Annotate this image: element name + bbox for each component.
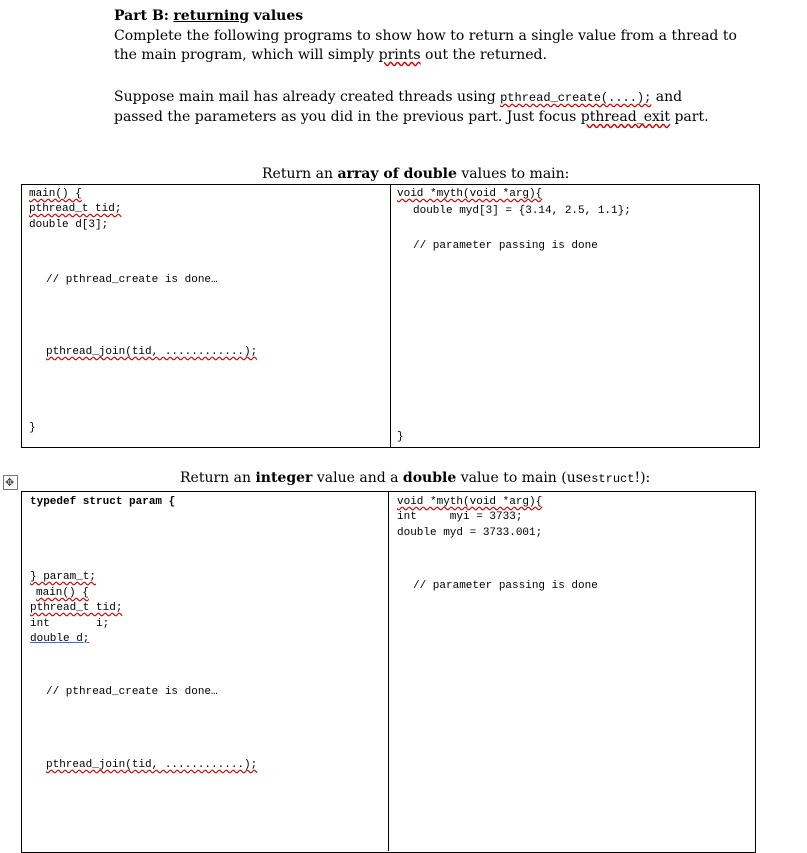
suppose-line-1: Suppose main mail has already created threads using pthread_create(....); and: [114, 89, 683, 105]
s1-left-pthread-t: pthread_t tid;: [29, 203, 122, 215]
section1-divider: [390, 184, 391, 447]
intro-line-2: the main program, which will simply prints out the returned.: [114, 47, 547, 63]
section1-title: Return an array of double values to main:: [262, 166, 570, 182]
s2-left-typedef: typedef struct param {: [30, 496, 176, 508]
s1-right-comment: // parameter passing is done: [413, 240, 598, 252]
suppose-line-2: passed the parameters as you did in the previous part. Just focus pthread_exit part.: [114, 109, 709, 125]
s2-right-int: int myi = 3733;: [397, 511, 523, 523]
move-icon: ✥: [5, 476, 15, 489]
table-move-handle[interactable]: [3, 475, 18, 490]
intro-line-1: Complete the following programs to show how to return a single value from a thread to: [114, 28, 737, 44]
s1-left-double: double d[3];: [29, 219, 109, 231]
s2-right-comment: // parameter passing is done: [413, 580, 598, 592]
s2-right-double: double myd = 3733.001;: [397, 527, 543, 539]
section2-divider: [388, 491, 389, 851]
s2-right-signature: void *myth(void *arg){: [397, 496, 543, 508]
s1-left-close: }: [29, 422, 36, 434]
s2-left-pthread-t: pthread_t tid;: [30, 602, 123, 614]
part-heading: Part B: returning values: [114, 8, 304, 24]
s2-left-param-t: } param_t;: [30, 571, 97, 583]
s2-left-comment: // pthread_create is done…: [46, 686, 218, 698]
s1-left-main: main() {: [29, 188, 82, 200]
s2-left-join: pthread_join(tid, ............);: [46, 759, 258, 771]
s2-left-main: main() {: [36, 587, 89, 599]
s2-left-double: double d;: [30, 633, 90, 645]
s1-left-join: pthread_join(tid, ............);: [46, 346, 258, 358]
s1-right-decl: double myd[3] = {3.14, 2.5, 1.1};: [413, 205, 631, 217]
s2-left-int: int i;: [30, 618, 110, 630]
s1-right-close: }: [397, 431, 404, 443]
section2-title: Return an integer value and a double value to main (usestruct!):: [180, 470, 651, 486]
s1-right-signature: void *myth(void *arg){: [397, 188, 543, 200]
s1-left-comment: // pthread_create is done…: [46, 274, 218, 286]
